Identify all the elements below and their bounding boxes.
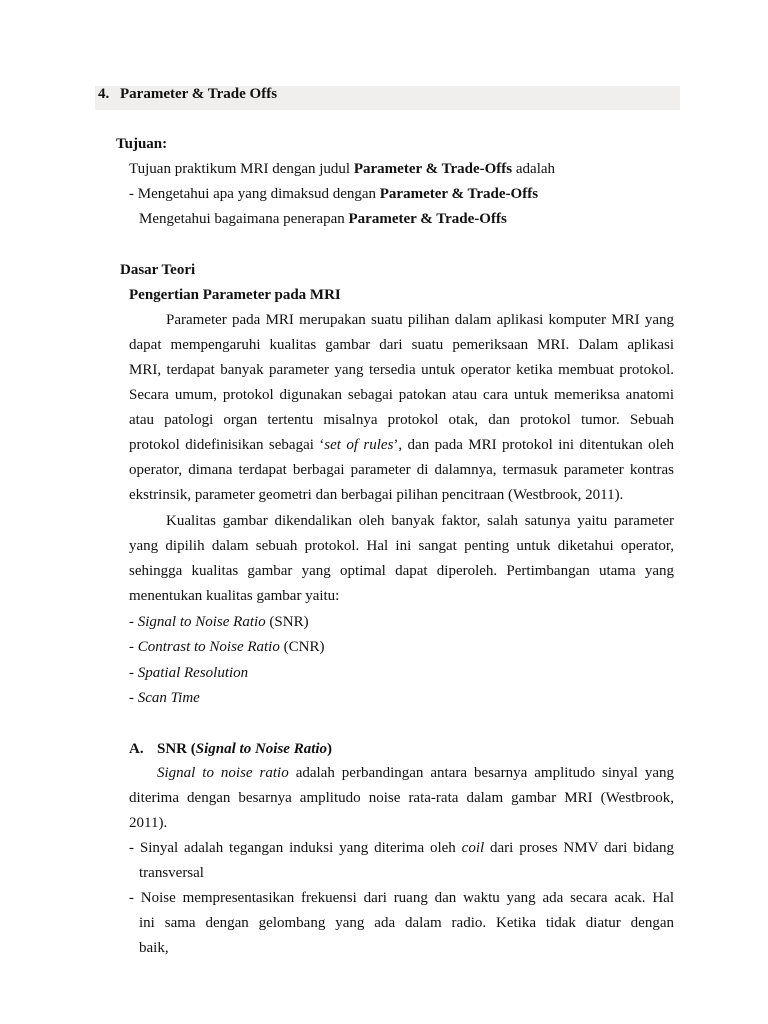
snr-letter: A. — [129, 741, 144, 757]
factor-item: - Spatial Resolution — [129, 665, 249, 681]
factor-abbr: (CNR) — [279, 639, 325, 655]
paragraph-line: Kualitas gambar dikendalikan oleh banyak faktor, salah satunya yaitu parameter — [166, 513, 674, 529]
line-text: ’, dan pada MRI protokol ini ditentukan oleh — [393, 437, 674, 453]
paragraph-line: sehingga kualitas gambar yang optimal dapat diperoleh. Pertimbangan utama yang — [129, 563, 674, 579]
tujuan-item-1-bold: Parameter & Trade-Offs — [379, 186, 539, 202]
tujuan-item-1 — [129, 186, 538, 203]
snr-bullet-1 — [129, 836, 674, 886]
paragraph-line: operator, dimana terdapat berbagai parameter di dalamnya, termasuk parameter kontras — [129, 462, 674, 478]
tujuan-item-2 — [139, 211, 507, 228]
paragraph-line: transversal — [139, 865, 204, 881]
factor-name: Contrast to Noise Ratio — [137, 639, 280, 655]
paragraph-line: - Noise mempresentasikan frekuensi dari ruang dan waktu yang ada secara acak. Hal — [129, 890, 674, 906]
tujuan-heading: Tujuan: — [116, 136, 168, 152]
paragraph-line: 2011). — [129, 815, 168, 831]
tujuan-item-1-text: - Mengetahui apa yang dimaksud dengan — [129, 186, 380, 202]
section-heading — [98, 86, 277, 103]
snr-bullet-2 — [129, 886, 674, 961]
factor-name: Scan Time — [137, 690, 200, 706]
tujuan-intro-bold: Parameter & Trade-Offs — [353, 161, 513, 177]
snr-title: SNR ( — [157, 741, 196, 757]
factor-name: Spatial Resolution — [137, 665, 249, 681]
factor-abbr: (SNR) — [265, 614, 309, 630]
paragraph-line: baik, — [139, 940, 169, 956]
line-text: dari proses NMV dari bidang — [484, 840, 674, 856]
tujuan-intro — [129, 161, 555, 178]
snr-title-suffix: ) — [327, 741, 333, 757]
paragraph-line — [129, 761, 674, 786]
line-italic: coil — [461, 840, 485, 856]
paragraph-line: diterima dengan besarnya amplitudo noise rata-rata dalam gambar MRI (Westbrook, — [129, 790, 674, 806]
section-title: Parameter & Trade Offs — [120, 86, 278, 102]
line-italic: Signal to noise ratio — [157, 765, 289, 781]
factor-item: - Contrast to Noise Ratio (CNR) — [129, 639, 325, 655]
pengertian-paragraph-1 — [129, 308, 674, 508]
paragraph-line: ini sama dengan gelombang yang ada dalam radio. Ketika tidak diatur dengan — [139, 915, 674, 931]
snr-paragraph — [129, 761, 674, 836]
paragraph-line: menentukan kualitas gambar yaitu: — [129, 588, 340, 604]
paragraph-line: MRI, terdapat banyak parameter yang tersedia untuk operator ketika membuat protokol. — [129, 362, 674, 378]
factor-item: - Signal to Noise Ratio (SNR) — [129, 614, 309, 630]
tujuan-item-2-text: Mengetahui bagaimana penerapan — [139, 211, 349, 227]
snr-title-italic: Signal to Noise Ratio — [195, 741, 328, 757]
paragraph-line: Secara umum, protokol digunakan sebagai patokan atau cara untuk memeriksa anatomi — [129, 387, 674, 403]
paragraph-line: dapat mempengaruhi kualitas gambar dari suatu pemeriksaan MRI. Dalam aplikasi — [129, 337, 674, 353]
paragraph-line — [129, 433, 674, 458]
tujuan-intro-text: Tujuan praktikum MRI dengan judul — [129, 161, 354, 177]
factor-name: Signal to Noise Ratio — [137, 614, 266, 630]
paragraph-line — [129, 836, 674, 861]
paragraph-line: yang dipilih dalam sebuah protokol. Hal ini sangat penting untuk diketahui operator, — [129, 538, 674, 554]
tujuan-item-2-bold: Parameter & Trade-Offs — [348, 211, 507, 227]
paragraph-line: Parameter pada MRI merupakan suatu pilihan dalam aplikasi komputer MRI yang — [166, 312, 674, 328]
line-text: - Sinyal adalah tegangan induksi yang diterima oleh — [129, 840, 462, 856]
tujuan-intro-suffix: adalah — [512, 161, 556, 177]
factor-item: - Scan Time — [129, 690, 200, 706]
snr-heading — [129, 741, 332, 758]
section-number: 4. — [98, 86, 110, 102]
paragraph-line: ekstrinsik, parameter geometri dan berbagai pilihan pencitraan (Westbrook, 2011). — [129, 487, 624, 503]
pengertian-paragraph-2 — [129, 509, 674, 609]
paragraph-line: atau patologi organ tertentu misalnya protokol otak, dan protokol tumor. Sebuah — [129, 412, 674, 428]
pengertian-subheading: Pengertian Parameter pada MRI — [129, 287, 341, 303]
dasar-teori-heading: Dasar Teori — [120, 262, 196, 278]
line-text: protokol didefinisikan sebagai ‘ — [129, 437, 325, 453]
line-italic: set of rules — [324, 437, 394, 453]
line-text: adalah perbandingan antara besarnya amplitudo sinyal yang — [288, 765, 674, 781]
